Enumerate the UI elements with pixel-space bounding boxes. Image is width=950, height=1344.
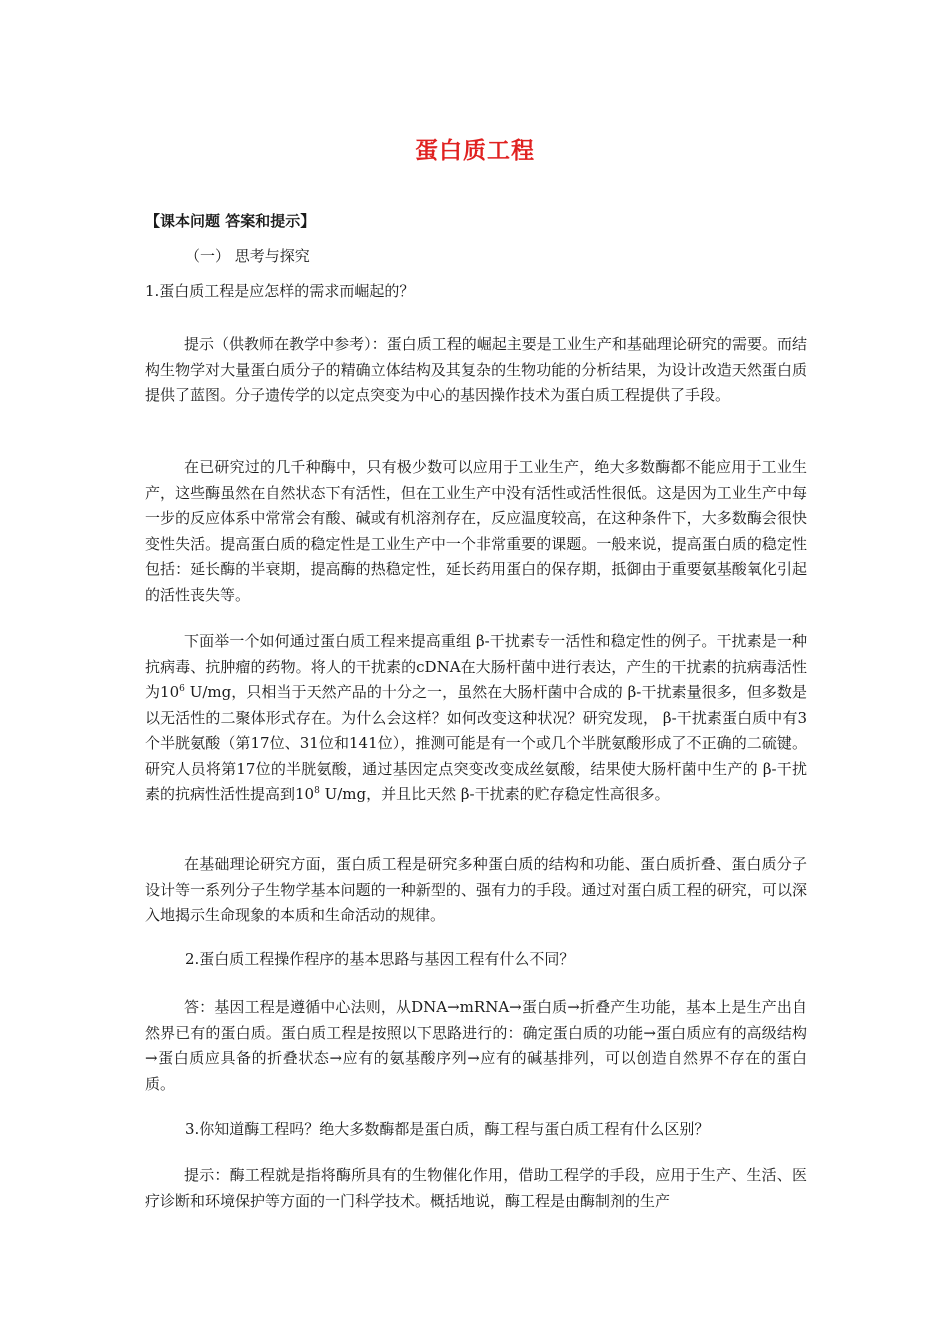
paragraph-3 bbox=[145, 629, 807, 808]
question-2: 2.蛋白质工程操作程序的基本思路与基因工程有什么不同？ bbox=[185, 950, 575, 968]
paragraph-1: 提示（供教师在教学中参考）：蛋白质工程的崛起主要是工业生产和基础理论研究的需要。而结构生物学对大量蛋白质分子的精确立体结构及其复杂的生物功能的分析结果，为设计改造天然蛋白质提供了蓝图。分子遗传学的以定点突变为中心的基因操作技术为蛋白质工程提供了手段。 bbox=[145, 335, 807, 404]
paragraph-3-part-b: U/mg，只相当于天然产品的十分之一，虽然在大肠杆菌中合成的 β-干扰素量很多，但多数是以无活性的二聚体形式存在。为什么会这样？如何改变这种状况？研究发现， β-干扰素蛋白质中有3个半胱氨酸（第17位、31位和141位），推测可能是有一个或几个半胱氨酸形成了不正确的二硫键。研究人员将第17位的半胱氨酸，通过基因定点突变改变成丝氨酸，结果使大肠杆菌中生产的 β-干扰素的抗病性活性提高到10 bbox=[145, 683, 807, 803]
paragraph-3-part-c: U/mg，并且比天然 β-干扰素的贮存稳定性高很多。 bbox=[319, 785, 670, 803]
page-title: 蛋白质工程 bbox=[415, 138, 535, 164]
question-1: 1.蛋白质工程是应怎样的需求而崛起的？ bbox=[145, 282, 415, 300]
paragraph-2: 在已研究过的几千种酶中，只有极少数可以应用于工业生产，绝大多数酶都不能应用于工业生产，这些酶虽然在自然状态下有活性，但在工业生产中没有活性或活性很低。这是因为工业生产中每一步的反应体系中常常会有酸、碱或有机溶剂存在，反应温度较高，在这种条件下，大多数酶会很快变性失活。提高蛋白质的稳定性是工业生产中一个非常重要的课题。一般来说，提高蛋白质的稳定性包括：延长酶的半衰期，提高酶的热稳定性，延长药用蛋白的保存期，抵御由于重要氨基酸氧化引起的活性丧失等。 bbox=[145, 458, 807, 604]
paragraph-4: 在基础理论研究方面，蛋白质工程是研究多种蛋白质的结构和功能、蛋白质折叠、蛋白质分子设计等一系列分子生物学基本问题的一种新型的、强有力的手段。通过对蛋白质工程的研究，可以深入地揭示生命现象的本质和生命活动的规律。 bbox=[145, 855, 807, 924]
section-heading: 【课本问题 答案和提示】 bbox=[145, 212, 316, 230]
paragraph-3-part-a: 下面举一个如何通过蛋白质工程来提高重组 β-干扰素专一活性和稳定性的例子。干扰素是一种抗病毒、抗肿瘤的药物。将人的干扰素的cDNA在大肠杆菌中进行表达，产生的干扰素的抗病毒活性为10 bbox=[145, 632, 807, 701]
question-3: 3.你知道酶工程吗？绝大多数酶都是蛋白质，酶工程与蛋白质工程有什么区别？ bbox=[185, 1120, 710, 1138]
exponent-8: 8 bbox=[314, 786, 320, 796]
exponent-6: 6 bbox=[179, 684, 185, 694]
paragraph-5: 答：基因工程是遵循中心法则，从DNA→mRNA→蛋白质→折叠产生功能，基本上是生产出自然界已有的蛋白质。蛋白质工程是按照以下思路进行的：确定蛋白质的功能→蛋白质应有的高级结构→蛋白质应具备的折叠状态→应有的氨基酸序列→应有的碱基排列，可以创造自然界不存在的蛋白质。 bbox=[145, 998, 807, 1093]
paragraph-6: 提示：酶工程就是指将酶所具有的生物催化作用，借助工程学的手段，应用于生产、生活、医疗诊断和环境保护等方面的一门科学技术。概括地说，酶工程是由酶制剂的生产 bbox=[145, 1166, 807, 1210]
subsection-heading: （一） 思考与探究 bbox=[185, 247, 310, 265]
